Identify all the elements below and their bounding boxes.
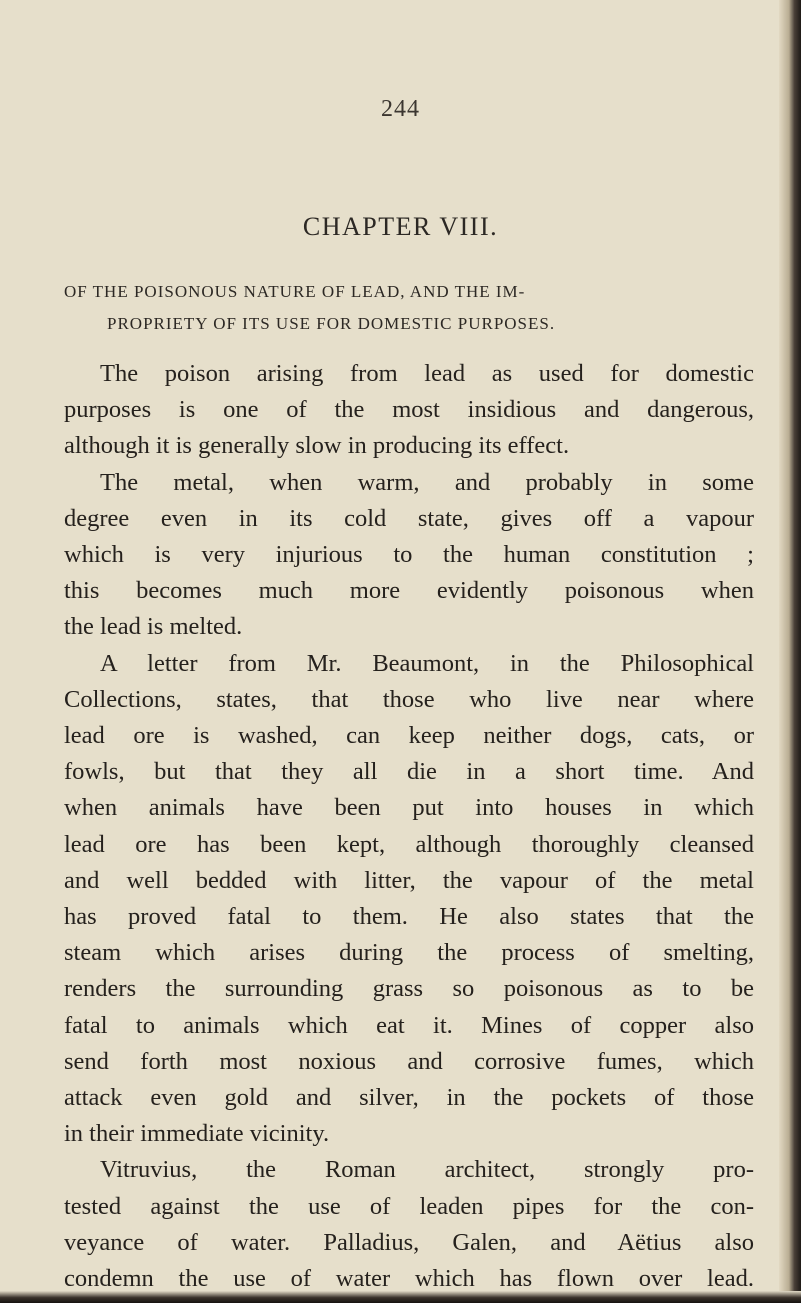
chapter-subtitle-line-2: PROPRIETY OF ITS USE FOR DOMESTIC PURPOSES. [107,314,556,333]
body-line: fowls, but that they all die in a short time. And [64,758,754,785]
body-line: and well bedded with litter, the vapour of the metal [64,867,754,894]
body-line: lead ore is washed, can keep neither dogs, cats, or [64,722,754,749]
body-line: although it is generally slow in producing its effect. [64,432,570,459]
page-number: 244 [381,96,420,122]
body-line: which is very injurious to the human constitution ; [64,541,754,568]
body-line: purposes is one of the most insidious and dangerous, [64,396,754,423]
body-line: Vitruvius, the Roman architect, strongly pro- [100,1156,754,1183]
body-line: tested against the use of leaden pipes for the con- [64,1193,754,1220]
body-line: renders the surrounding grass so poisonous as to be [64,975,754,1002]
body-line: steam which arises during the process of smelting, [64,939,754,966]
body-line: A letter from Mr. Beaumont, in the Philosophical [100,650,754,677]
body-line: condemn the use of water which has flown over lead. [64,1265,754,1292]
body-line: in their immediate vicinity. [64,1120,330,1147]
body-line: send forth most noxious and corrosive fumes, which [64,1048,754,1075]
body-line: Collections, states, that those who live near where [64,686,754,713]
body-line: attack even gold and silver, in the pockets of those [64,1084,754,1111]
body-line: veyance of water. Palladius, Galen, and Aëtius also [64,1229,754,1256]
body-line: this becomes much more evidently poisonous when [64,577,754,604]
body-line: the lead is melted. [64,613,243,640]
body-line: The poison arising from lead as used for domestic [100,360,754,387]
body-line: has proved fatal to them. He also states that the [64,903,754,930]
body-line: degree even in its cold state, gives off a vapour [64,505,754,532]
chapter-subtitle-line-1: OF THE POISONOUS NATURE OF LEAD, AND THE IM- [64,282,526,301]
page-edge-shadow [779,0,801,1303]
chapter-title: CHAPTER VIII. [302,212,499,241]
body-line: when animals have been put into houses in which [64,794,754,821]
body-line: The metal, when warm, and probably in some [100,469,754,496]
body-line: fatal to animals which eat it. Mines of copper also [64,1012,754,1039]
body-line: lead ore has been kept, although thoroughly cleansed [64,831,754,858]
